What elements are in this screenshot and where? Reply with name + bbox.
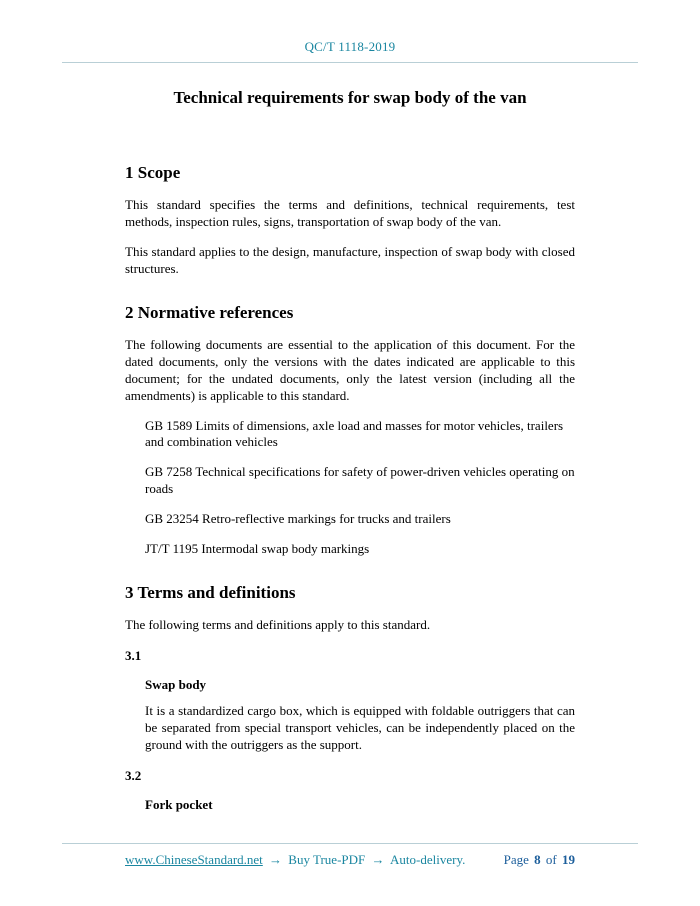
section-heading-terms: 3 Terms and definitions	[125, 582, 296, 602]
scope-paragraph-1: This standard specifies the terms and definitions, technical requirements, test methods, inspection rules, signs, transportation of swap body of the van.	[125, 197, 575, 230]
footer-site-link[interactable]: www.ChineseStandard.net	[125, 852, 263, 867]
document-body	[0, 162, 700, 812]
header-rule	[62, 62, 638, 63]
term-definition-swap-body: It is a standardized cargo box, which is equipped with foldable outriggers that can be separated from special transport vehicles, can be independently placed on the ground with the outriggers as the support.	[145, 702, 575, 752]
reference-item-gb23254: GB 23254 Retro-reflective markings for trucks and trailers	[145, 511, 451, 527]
footer-buy-text: Buy True-PDF	[288, 852, 366, 867]
footer-row	[62, 844, 638, 868]
of-word: of	[545, 852, 557, 867]
arrow-icon: →	[371, 852, 385, 867]
footer-delivery-text: Auto-delivery.	[390, 852, 466, 867]
document-title: Technical requirements for swap body of the van	[173, 88, 527, 107]
page-word: Page	[503, 852, 529, 867]
doc-number: QC/T 1118-2019	[304, 39, 396, 54]
total-pages: 19	[562, 852, 575, 867]
scope-paragraph-2: This standard applies to the design, manufacture, inspection of swap body with closed structures.	[125, 244, 575, 277]
section-heading-scope: 1 Scope	[125, 163, 181, 183]
terms-intro-paragraph: The following terms and definitions apply to this standard.	[125, 617, 431, 632]
term-number-3-1: 3.1	[125, 647, 142, 663]
reference-item-jtt1195: JT/T 1195 Intermodal swap body markings	[145, 541, 370, 557]
page-number: 8	[534, 852, 541, 867]
page-indicator	[502, 852, 575, 868]
page-footer	[62, 843, 638, 868]
footer-promo	[125, 852, 465, 868]
reference-item-gb7258: GB 7258 Technical specifications for safety of power-driven vehicles operating on roads	[145, 464, 575, 497]
term-name-fork-pocket: Fork pocket	[145, 796, 213, 812]
normative-intro-paragraph: The following documents are essential to the application of this document. For the dated documents, only the versions with the dates indicated are applicable to this document; for the undated documents, only the latest version (including all the amendments) is applicable to this standard.	[125, 337, 575, 403]
arrow-icon: →	[269, 852, 283, 867]
term-name-swap-body: Swap body	[145, 676, 207, 692]
section-heading-normative-references: 2 Normative references	[125, 302, 294, 322]
page-header	[0, 0, 700, 63]
term-number-3-2: 3.2	[125, 767, 142, 783]
reference-item-gb1589: GB 1589 Limits of dimensions, axle load and masses for motor vehicles, trailers and combination vehicles	[145, 417, 564, 450]
